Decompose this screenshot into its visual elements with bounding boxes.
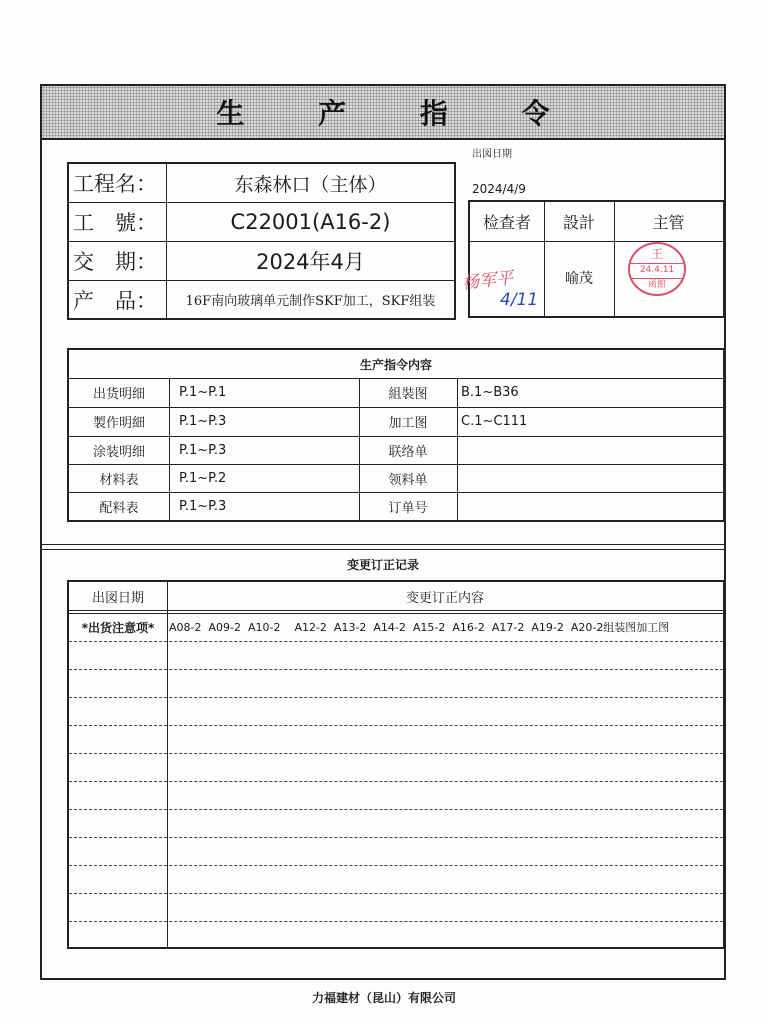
- changes-content-header: 变更订正内容: [405, 590, 484, 606]
- contents-left-label: 出货明细: [92, 387, 145, 402]
- contents-left-value: P.1~P.2: [179, 470, 227, 486]
- manager-header: 主管: [614, 202, 723, 242]
- footer-company: 力福建材（昆山）有限公司: [311, 991, 456, 1005]
- contents-left-value: P.1~P.3: [179, 498, 227, 514]
- shipping-note-content: A08-2 A09-2 A10-2 A12-2 A13-2 A14-2 A15-2 A16-2 A17-2 A19-2 A20-2组装图加工图: [169, 621, 670, 634]
- product-row: [69, 281, 454, 318]
- issue-date: 2024/4/9: [472, 182, 526, 196]
- contents-right-label: 組裝图: [388, 387, 428, 402]
- contents-left-value: P.1~P.3: [179, 414, 227, 429]
- contents-right-label: 订单号: [388, 500, 428, 516]
- contents-left-value: P.1~P.3: [179, 442, 227, 458]
- document-title: 生 产 指 令: [216, 97, 582, 130]
- project-name-value: 东森林口（主体）: [234, 173, 387, 196]
- job-number-row: [69, 203, 454, 242]
- section-divider: [42, 544, 724, 545]
- job-number-value: C22001(A16-2): [230, 210, 391, 234]
- designer-header: 設計: [544, 202, 614, 242]
- document-title-band: [42, 86, 724, 140]
- project-info-table: [67, 162, 456, 320]
- contents-right-label: 领料单: [388, 472, 428, 488]
- contents-right-value: C.1~C111: [461, 414, 528, 429]
- stamp-date: 24.4.11: [639, 264, 675, 275]
- contents-left-label: 配料表: [99, 500, 139, 516]
- product-value: 16F南向玻璃单元制作SKF加工，SKF组装: [185, 294, 436, 309]
- delivery-value: 2024年4月: [256, 250, 365, 274]
- contents-right-value: B.1~B36: [461, 385, 519, 400]
- contents-left-label: 涂装明细: [92, 444, 145, 460]
- approval-divider: [544, 202, 545, 316]
- changes-date-header: 出図日期: [91, 590, 144, 606]
- contents-title: 生产指令内容: [359, 357, 432, 372]
- shipping-note-label: *出货注意项*: [81, 620, 155, 635]
- stamp-bottom: 函館: [647, 279, 666, 290]
- project-name-row: [69, 164, 454, 203]
- inspector-sign-date: 4/11: [500, 290, 539, 310]
- contents-left-label: 製作明細: [92, 416, 145, 431]
- contents-right-label: 联络单: [388, 444, 428, 460]
- approval-divider: [614, 202, 615, 316]
- manager-seal-stamp: [628, 242, 686, 296]
- delivery-label: 交 期：: [69, 242, 167, 280]
- contents-right-value: [461, 492, 723, 520]
- delivery-row: [69, 242, 454, 281]
- job-number-label: 工 號：: [69, 203, 167, 241]
- contents-right-value: [461, 464, 723, 492]
- production-contents-table: [67, 348, 725, 522]
- stamp-top: 王: [650, 246, 663, 261]
- changes-title: 变更订正记录: [346, 558, 419, 572]
- contents-right-label: 加工图: [388, 416, 428, 431]
- designer-name: 喻茂: [565, 271, 593, 287]
- project-name-label: 工程名：: [69, 164, 167, 202]
- inspector-header: 检查者: [470, 202, 544, 242]
- contents-left-value: P.1~P.1: [179, 385, 227, 400]
- contents-left-label: 材料表: [99, 472, 139, 488]
- change-record-table: [67, 580, 725, 949]
- contents-right-value: [461, 436, 723, 464]
- inspector-signature: 杨军平: [461, 268, 515, 294]
- section-divider: [42, 549, 724, 550]
- issue-date-label: 出図日期: [472, 149, 512, 160]
- product-label: 产 品：: [69, 281, 167, 318]
